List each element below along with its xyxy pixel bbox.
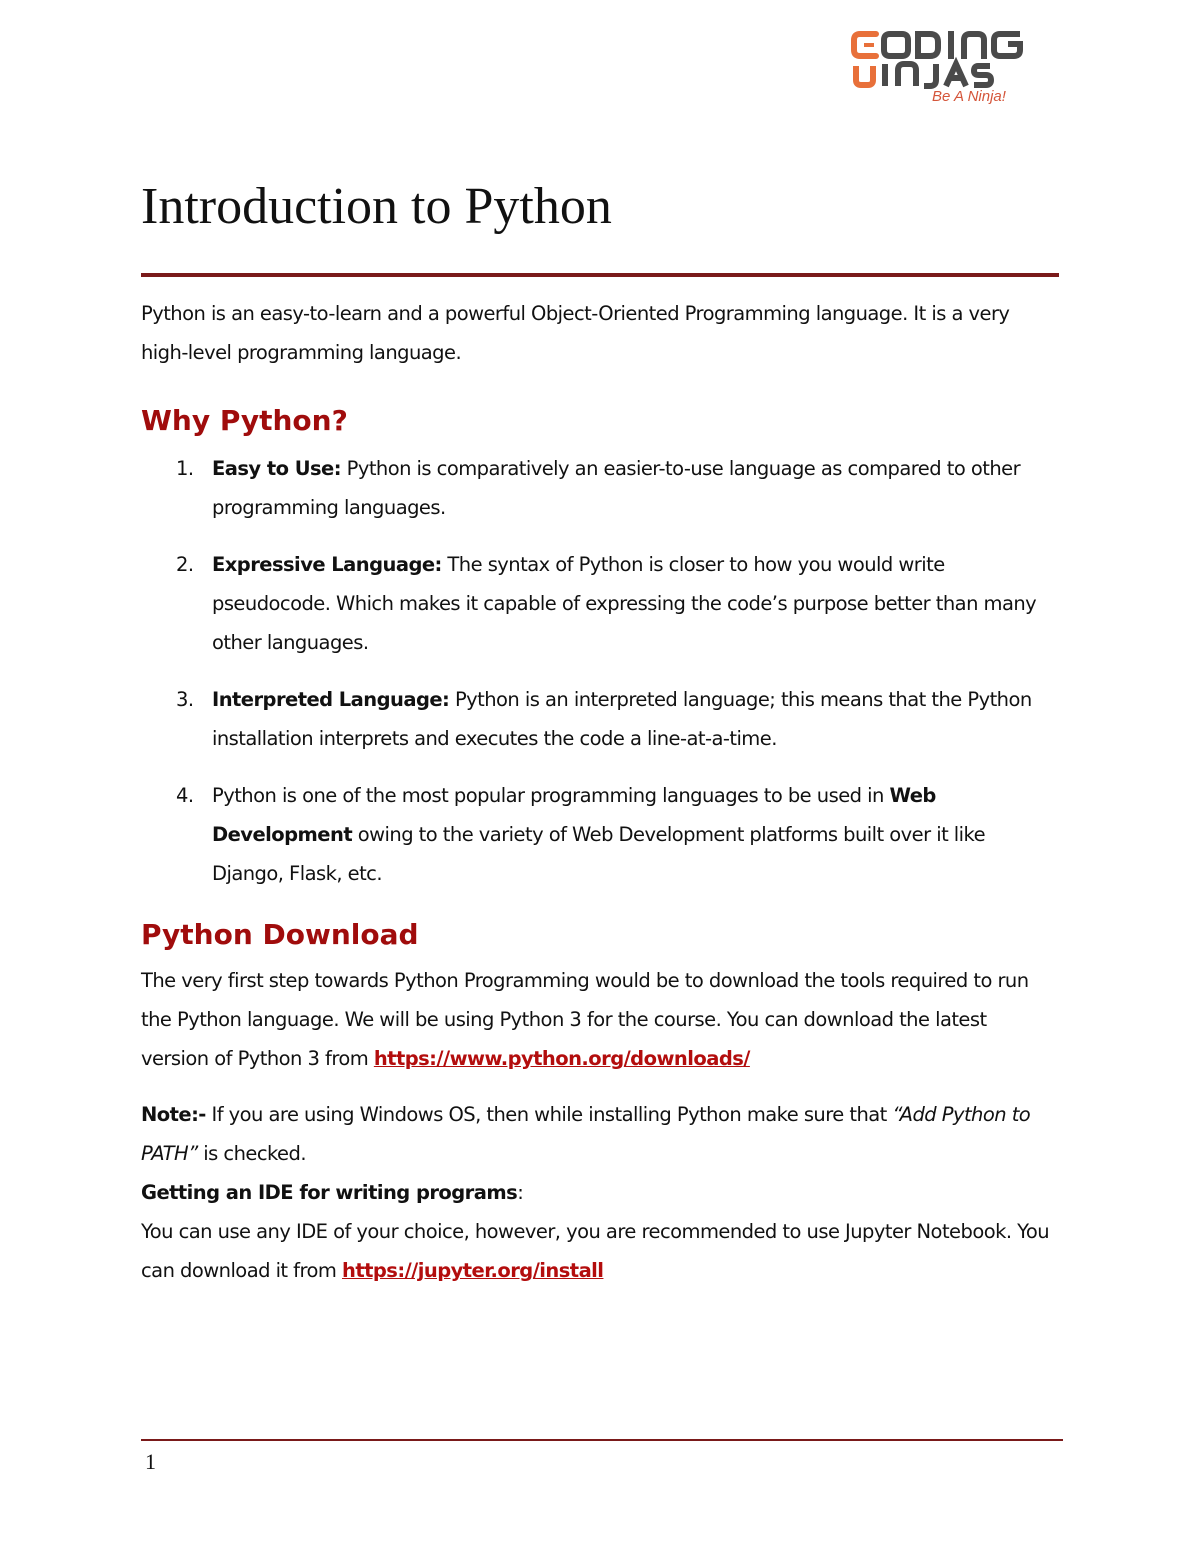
item-text: Python is an interpreted language; this means that the Python installation interprets and executes the code a line-at-a-time. <box>212 688 1032 750</box>
title-divider <box>141 273 1059 277</box>
python-download-heading: Python Download <box>141 918 419 951</box>
intro-paragraph: Python is an easy-to-learn and a powerful Object-Oriented Programming language. It is a very high-level programming language. <box>141 302 1010 364</box>
page-number: 1 <box>145 1449 156 1474</box>
why-python-heading: Why Python? <box>141 404 348 437</box>
list-item <box>141 776 1059 893</box>
list-item <box>141 680 1059 758</box>
item-term: Expressive Language: <box>212 553 442 576</box>
python-download-link[interactable]: https://www.python.org/downloads/ <box>373 1047 750 1070</box>
download-text: The very first step towards Python Programming would be to download the tools required to run the Python language. We will be using Python 3 for the course. You can download the latest version of Python 3 from <box>141 969 1029 1070</box>
item-term: Easy to Use: <box>212 457 341 480</box>
reasons-list <box>141 449 1059 893</box>
list-item <box>141 545 1059 662</box>
ide-label: Getting an IDE for writing programs <box>141 1181 518 1204</box>
item-term: Web Development <box>212 784 936 846</box>
note-end: is checked. <box>197 1142 306 1165</box>
note-label: Note:- <box>141 1103 206 1126</box>
list-number: 3. <box>176 688 194 711</box>
page-title: Introduction to Python <box>141 178 612 235</box>
list-number: 1. <box>176 457 194 480</box>
ide-text: You can use any IDE of your choice, however, you are recommended to use Jupyter Notebook. You can download it from <box>141 1220 1050 1282</box>
item-text: owing to the variety of Web Development platforms built over it like Django, Flask, etc. <box>212 823 986 885</box>
list-number: 4. <box>176 784 194 807</box>
jupyter-install-link[interactable]: https://jupyter.org/install <box>342 1259 604 1282</box>
note-italic: “Add Python to PATH” <box>141 1103 1031 1165</box>
list-number: 2. <box>176 553 194 576</box>
download-paragraph <box>141 961 1059 1078</box>
item-text: Python is comparatively an easier-to-use language as compared to other programming languages. <box>212 457 1021 519</box>
document-body <box>141 294 1059 1290</box>
item-term: Interpreted Language: <box>212 688 450 711</box>
ide-colon: : <box>517 1181 524 1204</box>
list-item <box>141 449 1059 527</box>
note-text: If you are using Windows OS, then while installing Python make sure that <box>205 1103 893 1126</box>
ide-paragraph <box>141 1212 1059 1290</box>
note-paragraph <box>141 1095 1059 1173</box>
ide-heading <box>141 1173 1059 1212</box>
logo-tagline: Be A Ninja! <box>932 88 1006 104</box>
footer-divider <box>141 1439 1063 1441</box>
item-text: The syntax of Python is closer to how you would write pseudocode. Which makes it capable of expressing the code’s purpose better than many other languages. <box>212 553 1037 654</box>
coding-ninjas-logo <box>850 22 1030 104</box>
item-text-lead: Python is one of the most popular programming languages to be used in <box>212 784 890 807</box>
logo-graphic <box>850 22 1030 104</box>
